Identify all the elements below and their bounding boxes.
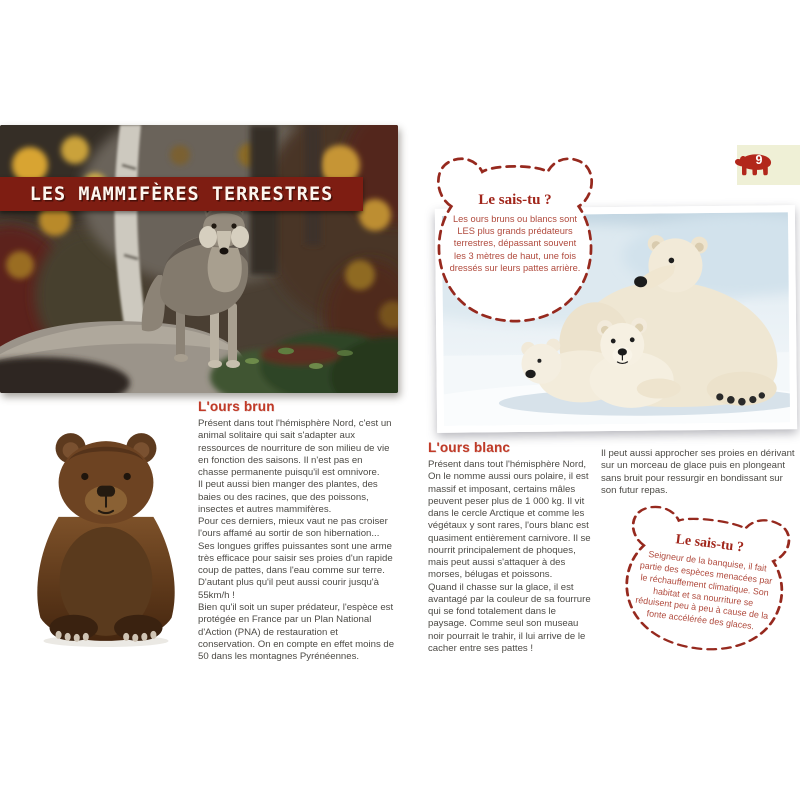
body-paragraph: Il peut aussi approcher ses proies en dérivant sur un morceau de glace puis en plongeant sans bruit pour ressurgir en bondissant sur son futur repas. bbox=[601, 448, 795, 496]
page-title-banner bbox=[0, 177, 363, 211]
body-paragraph: Ses longues griffes puissantes sont une arme très efficace pour saisir ses proies d'un rapide coup de pattes, dans l'eau comme sur terre. D'autant plus qu'il peut aussi courir jusqu'à 55km/h ! bbox=[198, 540, 393, 601]
brown-bear-illustration bbox=[20, 420, 192, 650]
body-paragraph: Il peut aussi bien manger des plantes, des baies ou des racines, que des poissons, insectes et autres mammifères. bbox=[198, 479, 378, 515]
wolf-photo-illustration bbox=[0, 125, 398, 393]
page-number-strip bbox=[737, 145, 800, 185]
brown-bear-image bbox=[20, 420, 192, 650]
body-paragraph: Bien qu'il soit un super prédateur, l'espèce est protégée en France par un Plan National d'Action (PNA) de restauration et conservation. On en compte en effet moins de 50 dans les montagnes Pyrénéennes. bbox=[198, 601, 395, 663]
body-paragraph: Présent dans tout l'hémisphère Nord, On le nomme aussi ours polaire, il est massif et imposant, certains mâles peuvent peser plus de 1 000 kg. Il vit dans le cercle Arctique et comme les végétaux y sont rares, l'ours blanc est quasiment entièrement carnivore. Il se nourrit principalement de phoques, mais peut aussi s'attaquer à des morses, bélugas et poissons. bbox=[428, 459, 591, 581]
didyouknow-bubble-bottom bbox=[603, 495, 800, 669]
didyouknow-title: Le sais-tu ? bbox=[478, 191, 552, 208]
page-title: LES MAMMIFÈRES TERRESTRES bbox=[29, 183, 334, 205]
polar-bear-section-col1 bbox=[428, 440, 596, 655]
didyouknow-title: Le sais-tu ? bbox=[674, 532, 745, 556]
brown-bear-section bbox=[198, 399, 395, 663]
page-number: 9 bbox=[755, 153, 763, 167]
section-heading-ours-blanc: L'ours blanc bbox=[428, 440, 511, 455]
didyouknow-bubble-top bbox=[424, 150, 606, 332]
didyouknow-body: Seigneur de la banquise, il fait partie des espèces menacées par le réchauffement climatique. Son habitat et sa nourriture se réduisent peu à peu à cause de la fonte accélérée des glaces. bbox=[634, 549, 773, 632]
wolf-autumn-photo bbox=[0, 125, 398, 393]
polar-bear-section-col2 bbox=[601, 448, 797, 497]
section-heading-ours-brun: L'ours brun bbox=[198, 399, 275, 414]
body-paragraph: Pour ces derniers, mieux vaut ne pas croiser l'ours affamé au sortir de son hibernation... bbox=[198, 516, 388, 540]
body-paragraph: Présent dans tout l'hémisphère Nord, c'est un animal solitaire qui sait s'adapter aux ressources de nourriture de son milieu de vie en fonction des saisons. Il n'est pas en chasse permanente puisqu'il est omnivore. bbox=[198, 418, 392, 479]
didyouknow-body: Les ours bruns ou blancs sont LES plus grands prédateurs terrestres, dépassant souvent les 3 mètres de haut, une fois dressés sur leurs pattes arrière. bbox=[449, 213, 581, 273]
body-paragraph: Quand il chasse sur la glace, il est avantagé par la couleur de sa fourrure qui se fond totalement dans le paysage. Comme seul son museau noir pourrait le trahir, il lui arrive de le cacher entre ses pattes ! bbox=[428, 581, 591, 654]
